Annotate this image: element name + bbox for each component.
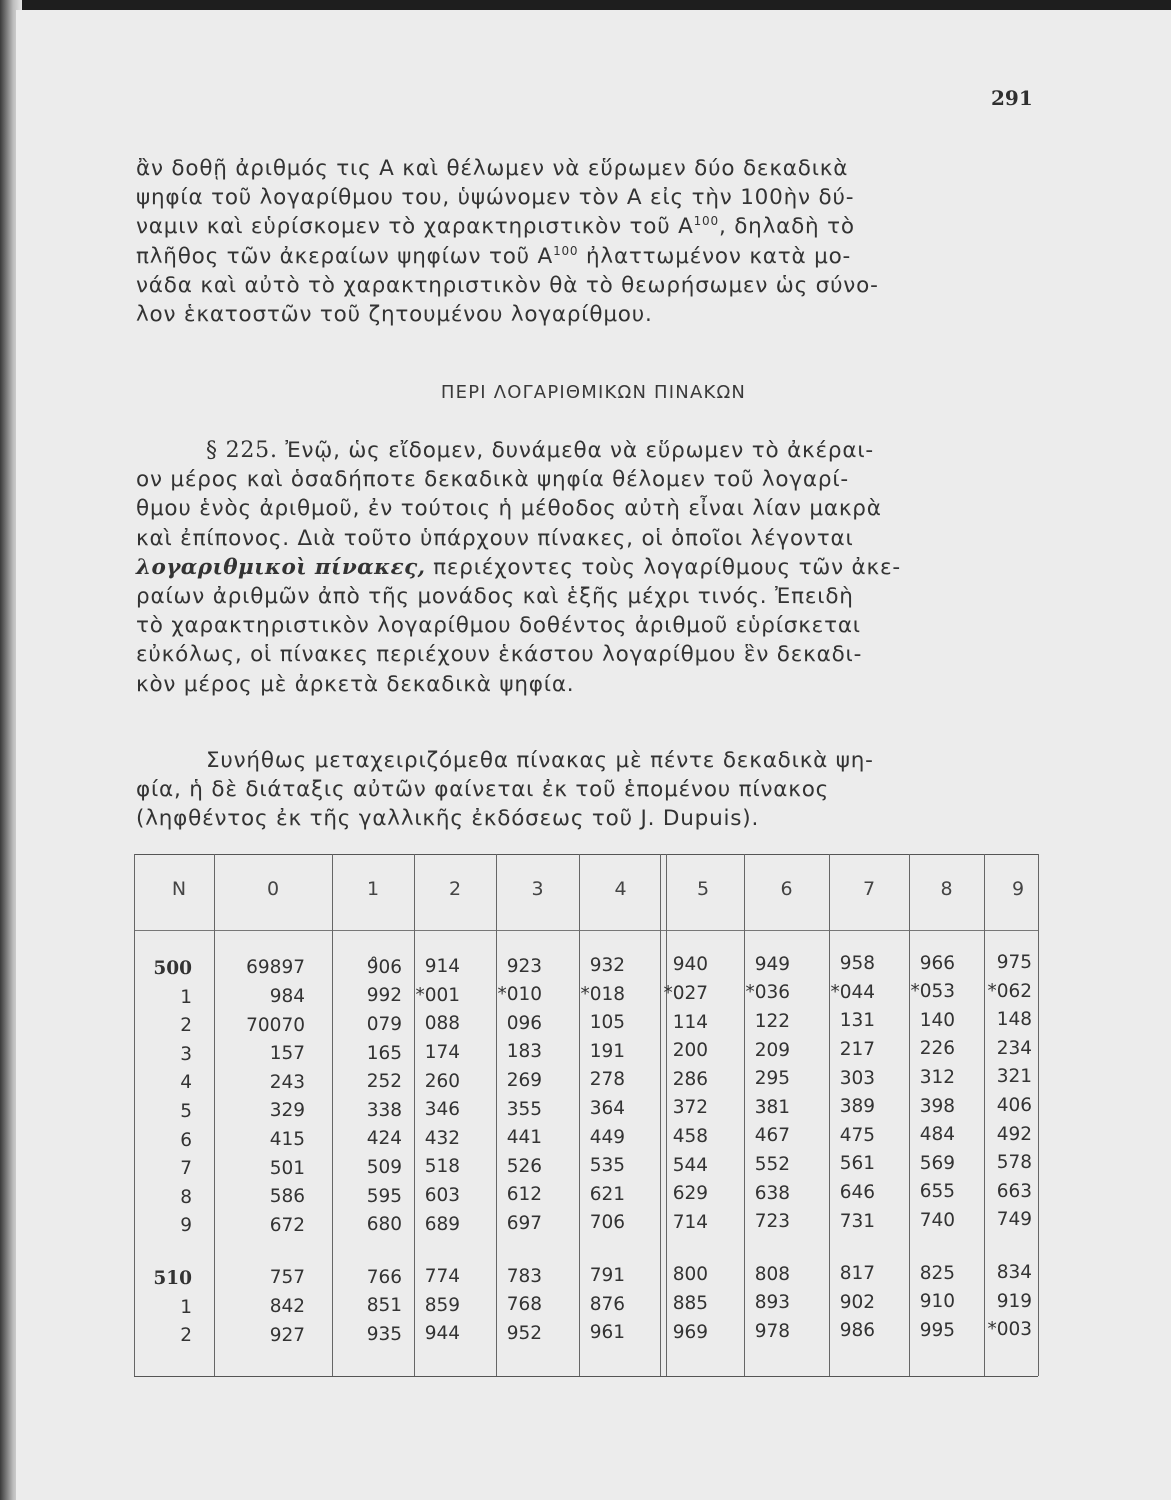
table-value-cell: 096 xyxy=(506,1012,542,1034)
table-value-cell: 286 xyxy=(672,1068,708,1090)
table-value-cell: 312 xyxy=(919,1067,955,1088)
table-column-rule xyxy=(1038,854,1039,1376)
table-value-cell: 646 xyxy=(839,1182,875,1203)
table-value-cell: 689 xyxy=(424,1213,460,1235)
table-column-rule xyxy=(214,854,215,1376)
table-value-cell: 424 xyxy=(366,1128,402,1150)
table-value-cell: 569 xyxy=(919,1152,955,1174)
table-n-cell: 2 xyxy=(180,1325,192,1347)
table-value-cell: 432 xyxy=(424,1127,460,1149)
text-line: φία, ἡ δὲ διάταξις αὐτῶν φαίνεται ἐκ τοῦ ἑπομένου πίνακος xyxy=(136,777,830,803)
table-n-cell: 500 xyxy=(153,958,192,979)
text-line: ἂν δοθῇ ἀριθμός τις Α καὶ θέλωμεν νὰ εὕρωμεν δύο δεκαδικὰ xyxy=(136,156,849,181)
table-value-cell: 638 xyxy=(754,1182,790,1204)
book-page xyxy=(16,10,1171,1500)
table-value-cell: 278 xyxy=(589,1069,625,1091)
table-value-cell: 148 xyxy=(996,1009,1032,1031)
table-value-cell: 114 xyxy=(672,1011,708,1033)
table-value-cell: 389 xyxy=(839,1096,875,1118)
table-value-cell: 140 xyxy=(919,1009,955,1031)
text-line: τὸ χαρακτηριστικὸν λογαρίθμου δοθέντος ἀριθμοῦ εὑρίσκεται xyxy=(136,613,861,639)
text-line: θμου ἑνὸς ἀριθμοῦ, ἐν τούτοις ἡ μέθοδος αὐτὴ εἶναι λίαν μακρὰ xyxy=(136,496,882,522)
table-value-cell: 969 xyxy=(672,1321,708,1343)
table-n-cell: 9 xyxy=(180,1215,192,1237)
table-value-cell: 415 xyxy=(269,1129,305,1150)
table-value-cell: 944 xyxy=(424,1323,460,1345)
table-value-cell: 749 xyxy=(996,1209,1032,1231)
logarithm-table xyxy=(120,848,1038,1378)
table-value-cell: 992 xyxy=(366,985,402,1007)
table-value-cell: *027 xyxy=(663,983,708,1004)
table-n-cell: 1 xyxy=(180,986,192,1008)
text-line: λον ἑκατοστῶν τοῦ ζητουμένου λογαρίθμου. xyxy=(136,302,653,328)
table-value-cell: 817 xyxy=(839,1263,875,1285)
table-value-cell: 346 xyxy=(424,1099,460,1121)
table-value-cell: 927 xyxy=(269,1324,305,1346)
table-value-cell: 984 xyxy=(269,986,305,1007)
table-value-cell: 697 xyxy=(506,1213,542,1234)
table-value-cell: 467 xyxy=(754,1125,790,1147)
text-line: λογαριθμικοὶ πίνακες, περιέχοντες τοὺς λογαρίθμους τῶν ἀκε- xyxy=(136,554,901,580)
section-paragraph xyxy=(136,436,1041,699)
table-value-cell: 825 xyxy=(919,1262,955,1284)
table-value-cell: 723 xyxy=(754,1211,790,1233)
table-value-cell: 893 xyxy=(754,1292,790,1314)
table-value-cell: 672 xyxy=(269,1214,305,1236)
table-header-cell: 2 xyxy=(448,878,462,900)
table-value-cell: 70070 xyxy=(246,1014,305,1036)
table-value-cell: 441 xyxy=(506,1127,542,1149)
table-header-cell: 4 xyxy=(614,878,627,900)
table-value-cell: 629 xyxy=(672,1183,708,1205)
table-value-cell: 209 xyxy=(754,1039,790,1061)
table-value-cell: 295 xyxy=(754,1068,790,1090)
text-line: ψηφία τοῦ λογαρίθμου του, ὑψώνομεν τὸν Α εἰς τὴν 100ὴν δύ- xyxy=(136,185,855,211)
table-value-cell: 226 xyxy=(919,1038,955,1060)
table-header-cell: 1 xyxy=(366,878,380,900)
table-value-cell: 338 xyxy=(366,1099,402,1121)
table-value-cell: 923 xyxy=(506,955,542,977)
table-n-cell: 3 xyxy=(180,1043,192,1065)
table-header-cell: 3 xyxy=(531,878,544,900)
table-value-cell: 243 xyxy=(269,1071,305,1093)
table-header-rule xyxy=(134,930,1038,931)
table-value-cell: 372 xyxy=(672,1097,708,1119)
intro-paragraph xyxy=(136,154,1041,329)
table-value-cell: 131 xyxy=(839,1010,875,1032)
text-line: § 225. Ἐνῷ, ὡς εἴδομεν, δυνάμεθα νὰ εὕρωμεν τὸ ἀκέραι- xyxy=(206,438,874,463)
table-value-cell: 492 xyxy=(996,1123,1032,1145)
table-value-cell: 406 xyxy=(996,1095,1032,1116)
text-line: πλῆθος τῶν ἀκεραίων ψηφίων τοῦ $A^{100}$ ἠλαττωμένον κατὰ μο- xyxy=(136,243,852,269)
table-value-cell: 518 xyxy=(424,1156,460,1178)
table-n-cell: 4 xyxy=(180,1072,192,1094)
table-value-cell: 595 xyxy=(366,1185,402,1207)
table-value-cell: *044 xyxy=(830,981,875,1003)
text-line: καὶ ἐπίπονος. Διὰ τοῦτο ὑπάρχουν πίνακες, οἱ ὁποῖοι λέγονται xyxy=(136,525,854,551)
table-value-cell: 766 xyxy=(366,1266,402,1288)
table-value-cell: 612 xyxy=(506,1184,542,1206)
table-value-cell: 961 xyxy=(589,1322,625,1344)
table-value-cell: 757 xyxy=(269,1267,305,1289)
table-value-cell: 398 xyxy=(919,1095,955,1117)
text-line: ναμιν καὶ εὑρίσκομεν τὸ χαρακτηριστικὸν τοῦ $A^{100}$, δηλαδὴ τὸ xyxy=(136,214,855,240)
table-value-cell: 768 xyxy=(506,1294,542,1316)
text-line: (ληφθέντος ἐκ τῆς γαλλικῆς ἐκδόσεως τοῦ J. Dupuis). xyxy=(136,806,760,832)
table-value-cell: 914 xyxy=(424,956,460,978)
table-value-cell: 621 xyxy=(589,1183,625,1205)
table-value-cell: 191 xyxy=(589,1040,625,1062)
table-value-cell: 303 xyxy=(839,1067,875,1089)
table-header-cell: 9 xyxy=(1011,878,1025,900)
bold-term: λογαριθμικοὶ πίνακες, xyxy=(136,554,426,580)
table-value-cell: *010 xyxy=(497,984,542,1006)
table-value-cell: 501 xyxy=(269,1157,305,1179)
table-header-cell: 7 xyxy=(862,878,876,900)
table-value-cell: 740 xyxy=(919,1210,955,1231)
table-value-cell: 919 xyxy=(996,1290,1032,1312)
table-value-cell: *001 xyxy=(415,984,460,1006)
table-value-cell: *003 xyxy=(987,1319,1032,1341)
table-n-cell: 5 xyxy=(180,1101,192,1122)
table-value-cell: 561 xyxy=(839,1153,875,1175)
table-value-cell: 774 xyxy=(424,1266,460,1288)
table-value-cell: 200 xyxy=(672,1040,708,1062)
table-value-cell: 885 xyxy=(672,1293,708,1314)
table-value-cell: 535 xyxy=(589,1155,625,1177)
table-value-cell: 252 xyxy=(366,1071,402,1093)
table-value-cell: 808 xyxy=(754,1263,790,1285)
table-value-cell: 842 xyxy=(269,1296,305,1317)
table-value-cell: 603 xyxy=(424,1185,460,1206)
table-value-cell: 952 xyxy=(506,1322,542,1344)
table-header-cell: 0 xyxy=(266,878,280,900)
table-value-cell: 165 xyxy=(366,1042,402,1064)
table-n-cell: 8 xyxy=(180,1186,192,1208)
table-value-cell: 975 xyxy=(996,952,1032,973)
table-n-cell: 7 xyxy=(180,1158,192,1180)
table-intro-paragraph xyxy=(136,746,1041,834)
table-value-cell: 663 xyxy=(996,1180,1032,1202)
table-value-cell: 995 xyxy=(919,1319,955,1341)
superscript: 100 xyxy=(693,214,719,229)
table-value-cell: 174 xyxy=(424,1042,460,1063)
table-value-cell: 876 xyxy=(589,1293,625,1315)
page-number: 291 xyxy=(991,86,1033,110)
table-value-cell: 269 xyxy=(506,1070,542,1091)
table-value-cell: *036 xyxy=(745,982,790,1004)
table-value-cell: 586 xyxy=(269,1186,305,1208)
table-value-cell: 986 xyxy=(839,1320,875,1342)
table-value-cell: *053 xyxy=(910,981,955,1003)
table-value-cell: 714 xyxy=(672,1211,708,1233)
table-value-cell: *018 xyxy=(580,983,625,1005)
table-value-cell: 217 xyxy=(839,1039,875,1060)
section-heading: ΠΕΡΙ ΛΟΓΑΡΙΘΜΙΚΩΝ ΠΙΝΑΚΩΝ xyxy=(440,382,747,403)
table-value-cell: 544 xyxy=(672,1154,708,1176)
table-value-cell: 449 xyxy=(589,1126,625,1148)
text-line: ον μέρος καὶ ὁσαδήποτε δεκαδικὰ ψηφία θέλομεν τοῦ λογαρί- xyxy=(136,467,849,493)
table-value-cell: 910 xyxy=(919,1291,955,1313)
table-value-cell: 381 xyxy=(754,1096,790,1118)
table-value-cell: 958 xyxy=(839,953,875,975)
table-value-cell: 079 xyxy=(366,1014,402,1035)
text-line: νάδα καὶ αὐτὸ τὸ χαρακτηριστικὸν θὰ τὸ θεωρήσωμεν ὡς σύνο- xyxy=(136,272,879,298)
table-value-cell: 122 xyxy=(754,1011,790,1032)
table-value-cell: 157 xyxy=(269,1043,305,1065)
table-n-cell: 2 xyxy=(180,1015,192,1037)
table-value-cell: 475 xyxy=(839,1124,875,1146)
table-header-cell: 6 xyxy=(780,878,793,900)
table-value-cell: 791 xyxy=(589,1265,625,1286)
table-value-cell: 978 xyxy=(754,1321,790,1342)
text-line: ραίων ἀριθμῶν ἀπὸ τῆς μονάδος καὶ ἑξῆς μέχρι τινός. Ἐπειδὴ xyxy=(136,584,854,610)
table-value-cell: 902 xyxy=(839,1291,875,1313)
table-value-cell: 966 xyxy=(919,952,955,974)
table-value-cell: 484 xyxy=(919,1124,955,1146)
section-number: § 225. xyxy=(206,438,278,463)
table-n-cell: 510 xyxy=(153,1268,192,1289)
table-value-cell: 234 xyxy=(996,1037,1032,1059)
table-value-cell: *062 xyxy=(987,980,1032,1002)
table-value-cell: 260 xyxy=(424,1070,460,1092)
table-value-cell: 940 xyxy=(672,954,708,976)
table-value-cell: 731 xyxy=(839,1210,875,1232)
text-line: κὸν μέρος μὲ ἀρκετὰ δεκαδικὰ ψηφία. xyxy=(136,671,575,697)
table-value-cell: 088 xyxy=(424,1013,460,1035)
superscript: 100 xyxy=(553,243,579,258)
table-value-cell: 458 xyxy=(672,1126,708,1147)
table-header-cell: 8 xyxy=(940,878,953,900)
table-value-cell: 949 xyxy=(754,953,790,975)
table-value-cell: 706 xyxy=(589,1212,625,1234)
table-value-cell: 578 xyxy=(996,1152,1032,1174)
table-value-cell: 69897 xyxy=(246,957,305,979)
table-value-cell: 321 xyxy=(996,1066,1032,1088)
table-header-cell: N xyxy=(171,878,187,900)
table-value-cell: 655 xyxy=(919,1181,955,1203)
table-value-cell: 526 xyxy=(506,1155,542,1177)
table-value-cell: 105 xyxy=(589,1012,625,1034)
table-value-cell: 834 xyxy=(996,1262,1032,1283)
text-line: εὐκόλως, οἱ πίνακες περιέχουν ἑκάστου λογαρίθμου ἓν δεκαδι- xyxy=(136,642,863,668)
table-value-cell: 800 xyxy=(672,1264,708,1286)
table-top-rule xyxy=(134,854,1038,855)
table-header-cell: 5 xyxy=(696,878,710,900)
table-value-cell: 364 xyxy=(589,1098,625,1119)
table-value-cell: 329 xyxy=(269,1100,305,1122)
table-value-cell: 859 xyxy=(424,1294,460,1316)
table-value-cell: 783 xyxy=(506,1265,542,1287)
table-value-cell: 355 xyxy=(506,1098,542,1120)
table-bottom-rule xyxy=(134,1376,1038,1377)
table-value-cell: 509 xyxy=(366,1157,402,1178)
table-n-cell: 6 xyxy=(180,1129,192,1151)
table-value-cell: 932 xyxy=(589,955,625,976)
table-value-cell: 680 xyxy=(366,1214,402,1236)
table-value-cell: 851 xyxy=(366,1295,402,1317)
table-value-cell: 9̊06 xyxy=(366,956,402,978)
table-n-cell: 1 xyxy=(180,1296,192,1318)
table-value-cell: 935 xyxy=(366,1324,402,1345)
text-line: Συνήθως μεταχειριζόμεθα πίνακας μὲ πέντε δεκαδικὰ ψη- xyxy=(206,748,874,773)
table-value-cell: 552 xyxy=(754,1154,790,1175)
table-value-cell: 183 xyxy=(506,1041,542,1063)
